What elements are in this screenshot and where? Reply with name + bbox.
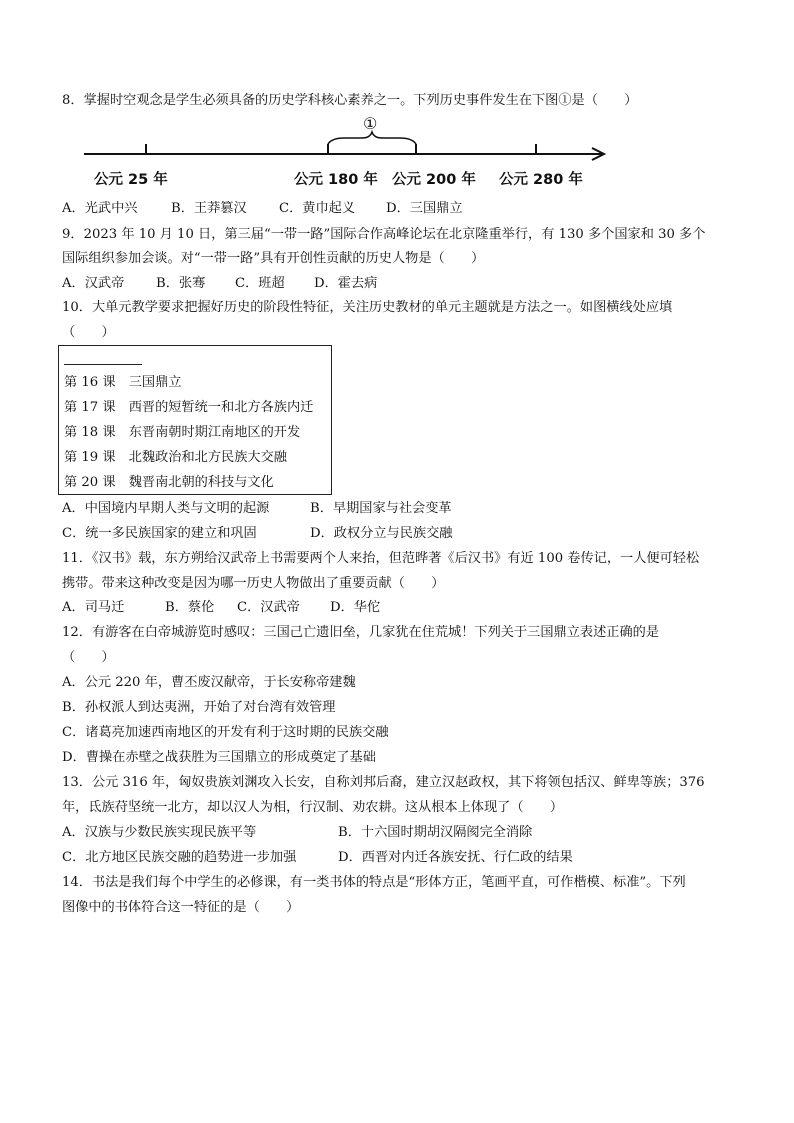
q8-option-d: D．三国鼎立 bbox=[386, 201, 463, 216]
q9-option-d: D．霍去病 bbox=[314, 276, 378, 291]
q12-option-c: C．诸葛亮加速西南地区的开发有利于这时期的民族交融 bbox=[62, 725, 389, 740]
q9-option-a: A．汉武帝 bbox=[62, 276, 125, 291]
q13-option-b: B．十六国时期胡汉隔阂完全消除 bbox=[338, 825, 533, 840]
question-11-stem-cont: 携带。带来这种改变是因为哪一历史人物做出了重要贡献（ ） bbox=[62, 576, 445, 591]
q12-option-d: D．曹操在赤壁之战获胜为三国鼎立的形成奠定了基础 bbox=[62, 750, 376, 765]
q11-option-d: D．华佗 bbox=[330, 600, 381, 615]
timeline-marker: ① bbox=[363, 114, 378, 133]
lesson-item: 第 19 课 北魏政治和北方民族大交融 bbox=[64, 450, 287, 465]
question-13-stem-cont: 年，氐族苻坚统一北方，却以汉人为相，行汉制、劝农耕。这从根本上体现了（ ） bbox=[62, 800, 564, 815]
q10-option-d: D．政权分立与民族交融 bbox=[310, 526, 453, 541]
q10-option-b: B．早期国家与社会变革 bbox=[310, 501, 452, 516]
q13-option-c: C．北方地区民族交融的趋势进一步加强 bbox=[62, 850, 297, 865]
lesson-item: 第 20 课 魏晋南北朝的科技与文化 bbox=[64, 475, 274, 490]
lesson-item: 第 18 课 东晋南朝时期江南地区的开发 bbox=[64, 425, 301, 440]
question-10-stem: 10．大单元教学要求把握好历史的阶段性特征，关注历史教材的单元主题就是方法之一。如图横线处应填 bbox=[62, 300, 673, 315]
question-8-stem: 8．掌握时空观念是学生必须具备的历史学科核心素养之一。下列历史事件发生在下图①是（ ） bbox=[62, 93, 638, 108]
question-11-stem: 11．《汉书》载，东方朔给汉武帝上书需要两个人来抬，但范晔著《后汉书》有近 100 卷传记，一人便可轻松 bbox=[62, 551, 700, 566]
question-9-stem-cont: 国际组织参加会谈。对“一带一路”具有开创性贡献的历史人物是（ ） bbox=[62, 251, 485, 266]
q13-option-d: D．西晋对内迁各族安抚、行仁政的结果 bbox=[338, 850, 573, 865]
q11-option-c: C．汉武帝 bbox=[237, 600, 300, 615]
question-13-stem: 13．公元 316 年，匈奴贵族刘渊攻入长安，自称刘邦后裔，建立汉赵政权，其下将领包括汉、鲜卑等族；376 bbox=[62, 775, 705, 790]
q9-option-b: B．张骞 bbox=[156, 276, 206, 291]
question-12-stem-cont: （ ） bbox=[62, 650, 115, 665]
q12-option-b: B．孙权派人到达夷洲，开始了对台湾有效管理 bbox=[62, 700, 336, 715]
lesson-item: 第 17 课 西晋的短暂统一和北方各族内迁 bbox=[64, 400, 314, 415]
timeline-label: 公元 200 年 bbox=[392, 172, 476, 188]
q10-option-a: A．中国境内早期人类与文明的起源 bbox=[62, 501, 270, 516]
q8-option-a: A．光武中兴 bbox=[62, 201, 138, 216]
q12-option-a: A．公元 220 年，曹丕废汉献帝，于长安称帝建魏 bbox=[62, 675, 356, 690]
q13-option-a: A．汉族与少数民族实现民族平等 bbox=[62, 825, 257, 840]
timeline-label: 公元 25 年 bbox=[94, 172, 168, 188]
timeline-label: 公元 280 年 bbox=[499, 172, 583, 188]
q11-option-a: A．司马迁 bbox=[62, 600, 125, 615]
question-12-stem: 12．有游客在白帝城游览时感叹：三国己亡遗旧垒，几家犹在住荒城！下列关于三国鼎立表述正确的是 bbox=[62, 625, 660, 640]
question-14-stem-cont: 图像中的书体符合这一特征的是（ ） bbox=[62, 900, 300, 915]
timeline-diagram bbox=[82, 112, 612, 192]
question-10-stem-cont: （ ） bbox=[62, 325, 115, 340]
q9-option-c: C．班超 bbox=[235, 276, 285, 291]
q10-option-c: C．统一多民族国家的建立和巩固 bbox=[62, 526, 257, 541]
question-14-stem: 14．书法是我们每个中学生的必修课，有一类书体的特点是“形体方正，笔画平直，可作楷模、标准”。下列 bbox=[62, 875, 686, 890]
q8-option-c: C．黄巾起义 bbox=[279, 201, 356, 216]
timeline-axis bbox=[82, 112, 612, 172]
q11-option-b: B．蔡伦 bbox=[165, 600, 215, 615]
lesson-item: 第 16 课 三国鼎立 bbox=[64, 375, 182, 390]
timeline-label: 公元 180 年 bbox=[294, 172, 378, 188]
q8-option-b: B．王莽篡汉 bbox=[171, 201, 247, 216]
fill-in-blank-line bbox=[64, 364, 142, 365]
question-9-stem: 9．2023 年 10 月 10 日，第三届“一带一路”国际合作高峰论坛在北京隆重举行，有 130 多个国家和 30 多个 bbox=[62, 227, 706, 242]
unit-lessons-box bbox=[58, 345, 332, 495]
